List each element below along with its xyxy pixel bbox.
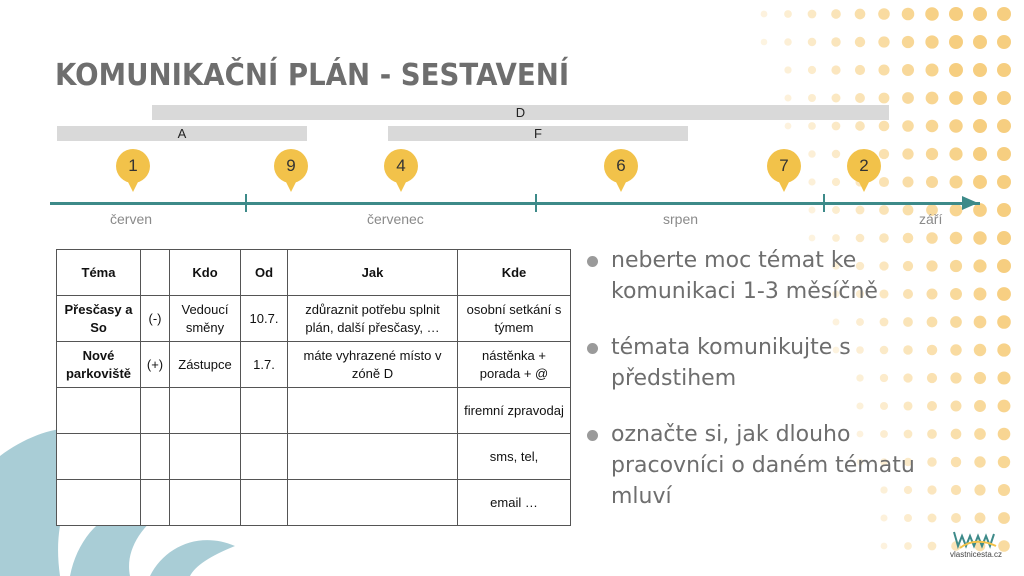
decor-dot [997, 203, 1011, 217]
decor-dot [928, 542, 937, 551]
decor-dot [974, 400, 986, 412]
table-cell [57, 388, 141, 434]
decor-dot [809, 235, 816, 242]
pin-tip-icon [285, 180, 297, 192]
decor-dot [928, 514, 937, 523]
decor-dot [879, 121, 890, 132]
decor-dot [831, 65, 840, 74]
decor-dot [879, 93, 890, 104]
decor-dot [926, 260, 937, 271]
logo-text: vlastnicesta.cz [949, 550, 1003, 559]
decor-dot [974, 428, 986, 440]
table-cell: email … [458, 480, 571, 526]
decor-dot [973, 231, 986, 244]
decor-dot [902, 120, 914, 132]
table-cell [288, 388, 458, 434]
column-header-kdo: Kdo [170, 250, 241, 296]
decor-dot [784, 94, 791, 101]
bullet-text: označte si, jak dlouho pracovníci o daném tématu mluví [611, 422, 915, 509]
table-cell: (-) [141, 296, 170, 342]
timeline-pin [847, 149, 881, 193]
table-cell: firemní zpravodaj [458, 388, 571, 434]
timeline-axis [50, 202, 980, 205]
timeline-pin [604, 149, 638, 193]
table-cell: Přesčasy a So [57, 296, 141, 342]
decor-dot [902, 92, 914, 104]
decor-dot [784, 10, 792, 18]
decor-dot [808, 10, 817, 19]
decor-dot [974, 288, 987, 301]
decor-dot [761, 39, 768, 46]
decor-dot [879, 205, 889, 215]
pin-number: 6 [604, 149, 638, 183]
decor-dot [926, 120, 939, 133]
decor-dot [973, 175, 987, 189]
column-header-kde: Kde [458, 250, 571, 296]
decor-dot [926, 176, 938, 188]
timeline-pin [767, 149, 801, 193]
decor-dot [879, 233, 889, 243]
table-cell: Zástupce [170, 342, 241, 388]
decor-dot [808, 178, 815, 185]
decor-dot [927, 429, 937, 439]
timeline-pin [274, 149, 308, 193]
table-cell: máte vyhrazené místo v zóně D [288, 342, 458, 388]
pin-tip-icon [778, 180, 790, 192]
decor-dot [950, 288, 962, 300]
range-bar-label: D [515, 105, 526, 120]
month-label: červen [110, 211, 153, 227]
table-cell [141, 388, 170, 434]
range-bar-d [152, 105, 889, 120]
decor-dot [925, 35, 938, 48]
decor-dot [904, 542, 912, 550]
decor-dot [949, 7, 963, 21]
decor-dot [832, 94, 841, 103]
decor-dot [927, 345, 937, 355]
decor-dot [926, 232, 937, 243]
decor-dot [808, 38, 816, 46]
decor-dot [998, 512, 1010, 524]
decor-dot [927, 485, 936, 494]
decor-dot [951, 401, 962, 412]
month-label: září [919, 211, 943, 227]
pin-tip-icon [395, 180, 407, 192]
table-cell: (+) [141, 342, 170, 388]
bullet-icon [587, 430, 598, 441]
pin-number: 2 [847, 149, 881, 183]
column-header-od: Od [241, 250, 288, 296]
decor-dot [855, 121, 865, 131]
table-row [57, 296, 571, 342]
decor-dot [855, 93, 865, 103]
decor-dot [832, 122, 841, 131]
decor-dot [902, 36, 914, 48]
decor-dot [997, 287, 1011, 301]
list-item [585, 419, 925, 512]
decor-dot [997, 315, 1011, 329]
decor-dot [926, 148, 938, 160]
decor-dot [856, 206, 865, 215]
table-cell: Nové parkoviště [57, 342, 141, 388]
decor-dot [997, 63, 1011, 77]
table-row [57, 342, 571, 388]
decor-dot [809, 207, 816, 214]
decor-dot [784, 38, 792, 46]
decor-dot [998, 484, 1010, 496]
tips-list [585, 245, 925, 537]
timeline-pin [116, 149, 150, 193]
bullet-text: neberte moc témat ke komunikaci 1-3 měsíčně [611, 248, 878, 304]
decor-dot [808, 122, 816, 130]
decor-dot [973, 91, 987, 105]
pin-number: 1 [116, 149, 150, 183]
decor-dot [950, 232, 962, 244]
decor-dot [903, 205, 914, 216]
pin-number: 9 [274, 149, 308, 183]
decor-dot [949, 91, 963, 105]
table-cell [241, 434, 288, 480]
decor-dot [975, 513, 986, 524]
decor-dot [973, 35, 987, 49]
decor-dot [878, 8, 890, 20]
decor-dot [973, 259, 986, 272]
decor-dot [974, 456, 985, 467]
decor-dot [902, 64, 914, 76]
decor-dot [997, 259, 1011, 273]
table-row [57, 388, 571, 434]
decor-dot [997, 91, 1011, 105]
decor-dot [902, 8, 915, 21]
month-divider [823, 194, 825, 212]
pin-tip-icon [127, 180, 139, 192]
table-header-row [57, 250, 571, 296]
decor-dot [761, 11, 768, 18]
table-cell [170, 388, 241, 434]
decor-dot [950, 204, 963, 217]
decor-dot [832, 206, 840, 214]
table-row [57, 480, 571, 526]
decor-dot [997, 175, 1011, 189]
decor-dot [902, 148, 913, 159]
pin-number: 7 [767, 149, 801, 183]
list-item [585, 245, 925, 307]
table-cell [241, 480, 288, 526]
decor-dot [949, 63, 963, 77]
table-cell [241, 388, 288, 434]
decor-dot [927, 457, 936, 466]
decor-dot [973, 63, 987, 77]
decor-dot [973, 7, 987, 21]
timeline-pin [384, 149, 418, 193]
range-bar-a [57, 126, 307, 141]
decor-dot [997, 7, 1011, 21]
column-header-sign [141, 250, 170, 296]
range-bar-f [388, 126, 688, 141]
decor-dot [832, 150, 840, 158]
decor-dot [973, 119, 987, 133]
decor-dot [998, 456, 1010, 468]
decor-dot [974, 316, 987, 329]
decor-dot [974, 372, 986, 384]
timeline-arrow-icon [962, 196, 978, 210]
range-bar-label: A [177, 126, 187, 141]
bullet-icon [587, 256, 598, 267]
decor-dot [784, 66, 791, 73]
decor-dot [950, 316, 962, 328]
table-cell: 10.7. [241, 296, 288, 342]
pin-tip-icon [615, 180, 627, 192]
decor-dot [951, 457, 961, 467]
decor-dot [878, 64, 889, 75]
decor-dot [856, 234, 865, 243]
range-bar-label: F [534, 126, 542, 141]
month-label: červenec [367, 211, 424, 227]
decor-dot [855, 9, 866, 20]
page-title: KOMUNIKAČNÍ PLÁN - SESTAVENÍ [55, 58, 570, 93]
decor-dot [831, 9, 841, 19]
decor-dot [808, 150, 815, 157]
table-cell: Vedoucí směny [170, 296, 241, 342]
month-divider [245, 194, 247, 212]
decor-dot [831, 37, 840, 46]
table-cell [141, 480, 170, 526]
decor-dot [997, 231, 1011, 245]
decor-dot [832, 178, 840, 186]
decor-dot [808, 94, 816, 102]
decor-dot [974, 484, 985, 495]
month-label: srpen [663, 211, 699, 227]
decor-dot [998, 428, 1011, 441]
table-cell [57, 480, 141, 526]
table-cell [57, 434, 141, 480]
table-cell [170, 434, 241, 480]
decor-dot [973, 147, 987, 161]
decor-dot [951, 429, 962, 440]
decor-dot [950, 372, 961, 383]
decor-dot [949, 147, 962, 160]
table-row [57, 434, 571, 480]
bullet-icon [587, 343, 598, 354]
decor-dot [902, 176, 913, 187]
decor-dot [855, 37, 865, 47]
decor-dot [808, 66, 816, 74]
decor-dot [974, 344, 986, 356]
brand-logo [946, 528, 1006, 568]
list-item [585, 332, 925, 394]
decor-dot [949, 119, 962, 132]
decor-dot [950, 344, 961, 355]
table-cell: sms, tel, [458, 434, 571, 480]
decor-dot [855, 65, 865, 75]
table-cell [141, 434, 170, 480]
decor-dot [925, 7, 939, 21]
month-divider [535, 194, 537, 212]
decor-dot [927, 289, 938, 300]
bullet-text: témata komunikujte s předstihem [611, 335, 851, 391]
decor-dot [927, 401, 937, 411]
decor-dot [878, 36, 889, 47]
table-cell [170, 480, 241, 526]
table-cell: nástěnka + porada + @ [458, 342, 571, 388]
table-cell: 1.7. [241, 342, 288, 388]
decor-dot [997, 343, 1010, 356]
pin-tip-icon [858, 180, 870, 192]
decor-dot [925, 63, 938, 76]
decor-dot [949, 35, 963, 49]
decor-dot [951, 485, 961, 495]
decor-dot [997, 371, 1010, 384]
decor-dot [997, 35, 1011, 49]
decor-dot [926, 92, 939, 105]
decor-dot [927, 317, 938, 328]
decor-dot [951, 513, 961, 523]
decor-dot [950, 176, 963, 189]
decor-dot [997, 147, 1011, 161]
decor-dot [903, 233, 914, 244]
communication-plan-table [56, 249, 571, 526]
decor-dot [785, 123, 792, 130]
table-cell [288, 480, 458, 526]
decor-dot [832, 234, 840, 242]
decor-dot [950, 260, 962, 272]
table-cell [288, 434, 458, 480]
decor-dot [927, 373, 937, 383]
decor-dot [997, 119, 1011, 133]
decor-dot [881, 543, 888, 550]
table-cell: zdůraznit potřebu splnit plán, další přesčasy, … [288, 296, 458, 342]
decor-dot [998, 400, 1011, 413]
waves-logo-icon [946, 528, 1006, 550]
column-header-tema: Téma [57, 250, 141, 296]
table-cell: osobní setkání s týmem [458, 296, 571, 342]
pin-number: 4 [384, 149, 418, 183]
column-header-jak: Jak [288, 250, 458, 296]
